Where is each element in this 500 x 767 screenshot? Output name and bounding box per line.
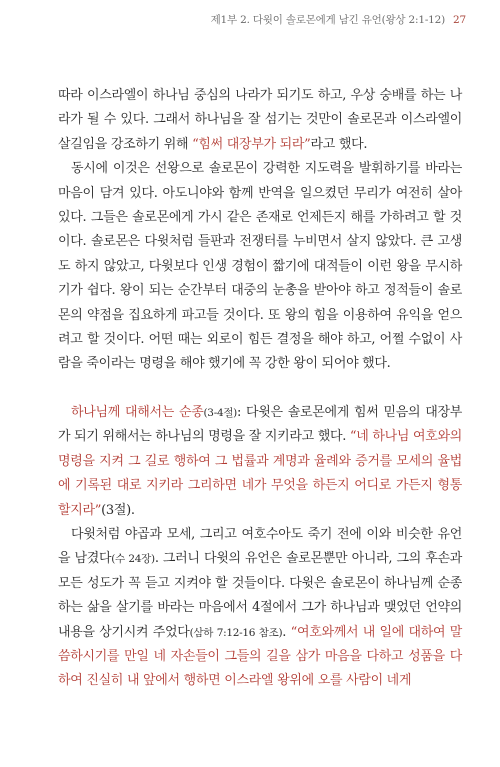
paragraph-2-text: 동시에 이것은 선왕으로 솔로몬이 강력한 지도력을 발휘하기를 바라는 마음이 담겨 있다. 아도니야와 함께 반역을 일으켰던 무리가 여전히 살아 있다. 그들은 솔로몬에게 가시 같은 존재로 언제든지 해를 가하려고 할 것이다. 솔로몬은 다윗처럼 들판과 전쟁터를 누비면서 살지 않았다. 큰 고생도 하지 않았고, 다윗보다 인생 경험이 짧기에 대적들이 이런 왕을 무시하기가 쉽다. 왕이 되는 순간부터 대중의 눈총을 받아야 하고 정적들이 솔로몬의 약점을 집요하게 파고들 것이다. 또 왕의 힘을 이용하여 유익을 얻으려고 할 것이다. 어떤 때는 외로이 힘든 결정을 해야 하고, 어쩔 수없이 사람을 죽이라는 명령을 해야 했기에 꼭 강한 왕이 되어야 했다. (58, 161, 462, 372)
paragraph-4-quote: “여호와께서 내 일에 대하여 말씀하시기를 만일 네 자손들이 그들의 길을 삼가 마음을 다하고 성품을 다하여 진실히 내 앞에서 행하면 이스라엘 왕위에 오를 사람이 네게 (58, 624, 463, 689)
paragraph-3-tail: (3절). (101, 502, 135, 518)
paragraph-3-text: : 다윗은 솔로몬에게 힘써 믿음의 대장부가 되기 위해서는 하나님의 명령을 잘 지키라고 했다. (58, 404, 462, 445)
paragraph-1-text: 따라 이스라엘이 하나님 중심의 나라가 되기도 하고, 우상 숭배를 하는 나라가 될 수 있다. 그래서 하나님을 잘 섬기는 것만이 솔로몬과 이스라엘이 살길임을 강조하기 위해 (58, 88, 462, 152)
section-heading-ref: (3-4절) (203, 406, 237, 419)
paragraph-2 (58, 157, 462, 377)
page-number: 27 (453, 14, 466, 26)
running-head (211, 12, 466, 27)
paragraph-4-ref-1: (수 24장) (111, 553, 155, 566)
paragraph-1-quote: “힘써 대장부가 되라” (192, 136, 311, 152)
section-gap (58, 377, 462, 401)
paragraph-3-quote: “네 하나님 여호와의 명령을 지켜 그 길로 행하여 그 법률과 계명과 율례와 증거를 모세의 율법에 기록된 대로 지키라 그리하면 네가 무엇을 하든지 어디로 가든지 형통할지라” (58, 429, 462, 518)
paragraph-4-text-3: . (282, 624, 291, 640)
paragraph-1 (58, 84, 462, 157)
paragraph-1-tail: 라고 했다. (310, 136, 368, 152)
section-heading: 하나님께 대해서는 순종 (71, 404, 204, 420)
running-title: 제1부 2. 다윗이 솔로몬에게 남긴 유언(왕상 2:1-12) (210, 14, 446, 26)
body-text (58, 84, 462, 694)
paragraph-3 (58, 401, 462, 523)
paragraph-4-text-1: 다윗처럼 야곱과 모세, 그리고 여호수아도 죽기 전에 이와 비슷한 유언을 남겼다 (58, 526, 462, 567)
paragraph-4 (58, 523, 462, 694)
paragraph-4-text-2: . 그러니 다윗의 유언은 솔로몬뿐만 아니라, 그의 후손과 모든 성도가 꼭 듣고 지켜야 할 것들이다. 다윗은 솔로몬이 하나님께 순종하는 삶을 살기를 바라는 마음에서 4절에서 그가 하나님과 맺었던 언약의 내용을 상기시켜 주었다 (58, 551, 462, 640)
paragraph-4-ref-2: (삼하 7:12-16 참조) (189, 626, 283, 639)
